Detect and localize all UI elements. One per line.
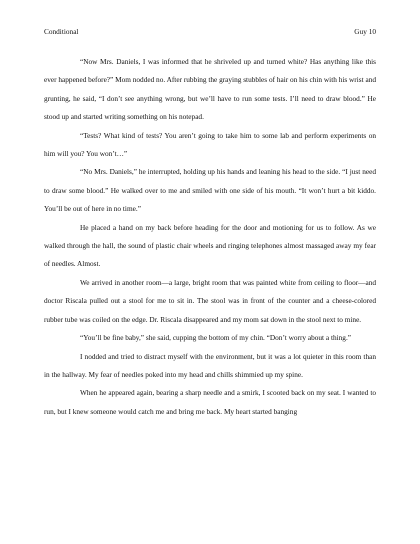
paragraph-5: We arrived in another room—a large, bright room that was painted white from ceiling to floor—and doctor Riscala pulled out a stool for me to sit in. The stool was in front of the counter and a cheese-colored rubber tube was coiled on the edge. Dr. Riscala disappeared and my mom sat down in the stool next to mine. — [44, 277, 376, 324]
header-title: Conditional — [44, 27, 79, 36]
paragraph-2: “Tests? What kind of tests? You aren’t going to take him to some lab and perform experiments on him will you? You won’t…” — [44, 130, 376, 159]
paragraph-8: When he appeared again, bearing a sharp needle and a smirk, I scooted back on my seat. I wanted to run, but I knew someone would catch me and bring me back. My heart started banging — [44, 388, 376, 416]
paragraph-7: I nodded and tried to distract myself with the environment, but it was a lot quieter in this room than in the hallway. My fear of needles poked into my head and chills shimmied up my spine. — [44, 351, 376, 379]
paragraph-4: He placed a hand on my back before heading for the door and motioning for us to follow. As we walked through the hall, the sound of plastic chair wheels and ringing telephones almost massaged away my fear of needles. Almost. — [44, 222, 376, 269]
paragraph-1: “Now Mrs. Daniels, I was informed that he shriveled up and turned white? Has anything like this ever happened before?” Mom nodded no. After rubbing the graying stubbles of hair on his chin with his wrist and grunting, he said, “I don’t see anything wrong, but we’ll have to run some tests. I’ll need to draw blood.” He stood up and started writing something on his notepad. — [44, 57, 376, 122]
running-header — [44, 26, 376, 38]
paragraph-6: “You’ll be fine baby,” she said, cupping the bottom of my chin. “Don’t worry about a thing.” — [80, 333, 352, 343]
header-page-number: Guy 10 — [354, 27, 376, 36]
paragraph-3: “No Mrs. Daniels,” he interrupted, holding up his hands and leaning his head to the side. “I just need to draw some blood.” He walked over to me and smiled with one side of his mouth. “It won’t hurt a bit kiddo. You’ll be out of here in no time.” — [44, 167, 376, 214]
body-text — [44, 53, 376, 421]
